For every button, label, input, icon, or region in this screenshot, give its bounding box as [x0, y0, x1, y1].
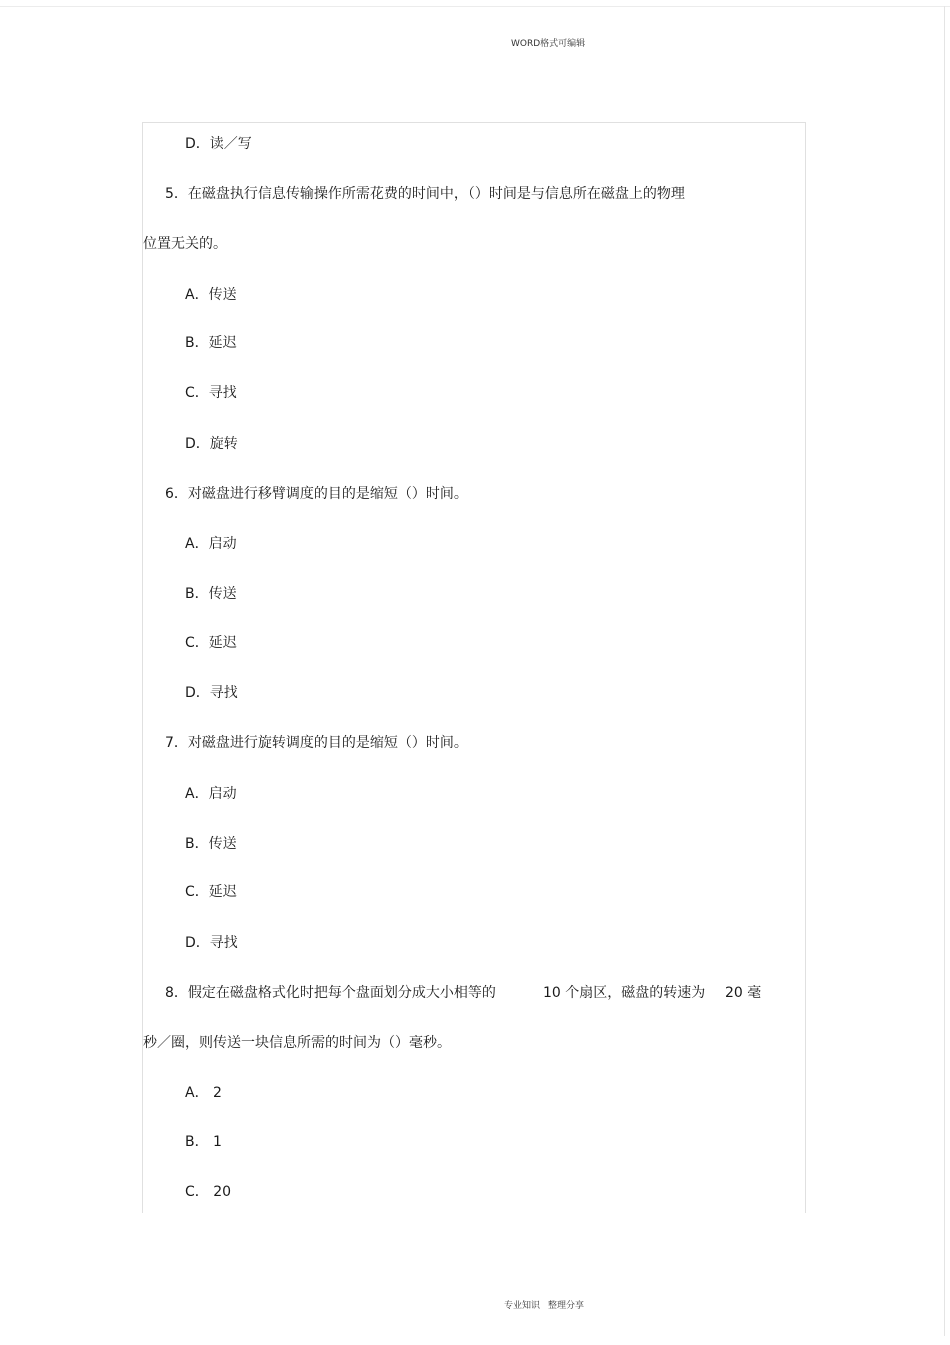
option-prev-d: D．读／写: [185, 136, 252, 152]
question-5-option-a: A．传送: [185, 287, 237, 303]
question-6-option-a: A．启动: [185, 536, 237, 552]
question-6-option-b: B．传送: [185, 586, 237, 602]
page-header: WORD格式可编辑: [511, 39, 586, 49]
question-5-option-c: C．寻找: [185, 385, 237, 401]
question-8-line1-part1: 8．假定在磁盘格式化时把每个盘面划分成大小相等的: [165, 985, 496, 1001]
question-7: 7．对磁盘进行旋转调度的目的是缩短（）时间。: [165, 735, 468, 751]
question-8-option-b: B． 1: [185, 1134, 222, 1150]
question-8-line2: 秒／圈，则传送一块信息所需的时间为（）毫秒。: [143, 1035, 451, 1051]
question-8-option-c: C． 20: [185, 1184, 232, 1200]
question-7-option-d: D．寻找: [185, 935, 238, 951]
question-5-option-d: D．旋转: [185, 436, 238, 452]
question-6: 6．对磁盘进行移臂调度的目的是缩短（）时间。: [165, 486, 468, 502]
question-8-line1-part2: 10 个扇区，磁盘的转速为: [543, 985, 706, 1001]
question-6-option-d: D．寻找: [185, 685, 238, 701]
question-8-option-a: A． 2: [185, 1085, 222, 1101]
page-top-edge: [0, 6, 950, 7]
footer-right: 整理分享: [548, 1301, 585, 1311]
question-7-option-c: C．延迟: [185, 884, 237, 900]
question-5-option-b: B．延迟: [185, 335, 237, 351]
footer-left: 专业知识: [504, 1301, 541, 1311]
page-right-edge: [944, 6, 945, 1336]
question-7-option-b: B．传送: [185, 836, 237, 852]
question-8-line1-part3: 20 毫: [725, 985, 762, 1001]
question-7-option-a: A．启动: [185, 786, 237, 802]
question-6-option-c: C．延迟: [185, 635, 237, 651]
question-5-line1: 5．在磁盘执行信息传输操作所需花费的时间中，（）时间是与信息所在磁盘上的物理: [165, 186, 685, 202]
question-5-line2: 位置无关的。: [143, 236, 227, 252]
